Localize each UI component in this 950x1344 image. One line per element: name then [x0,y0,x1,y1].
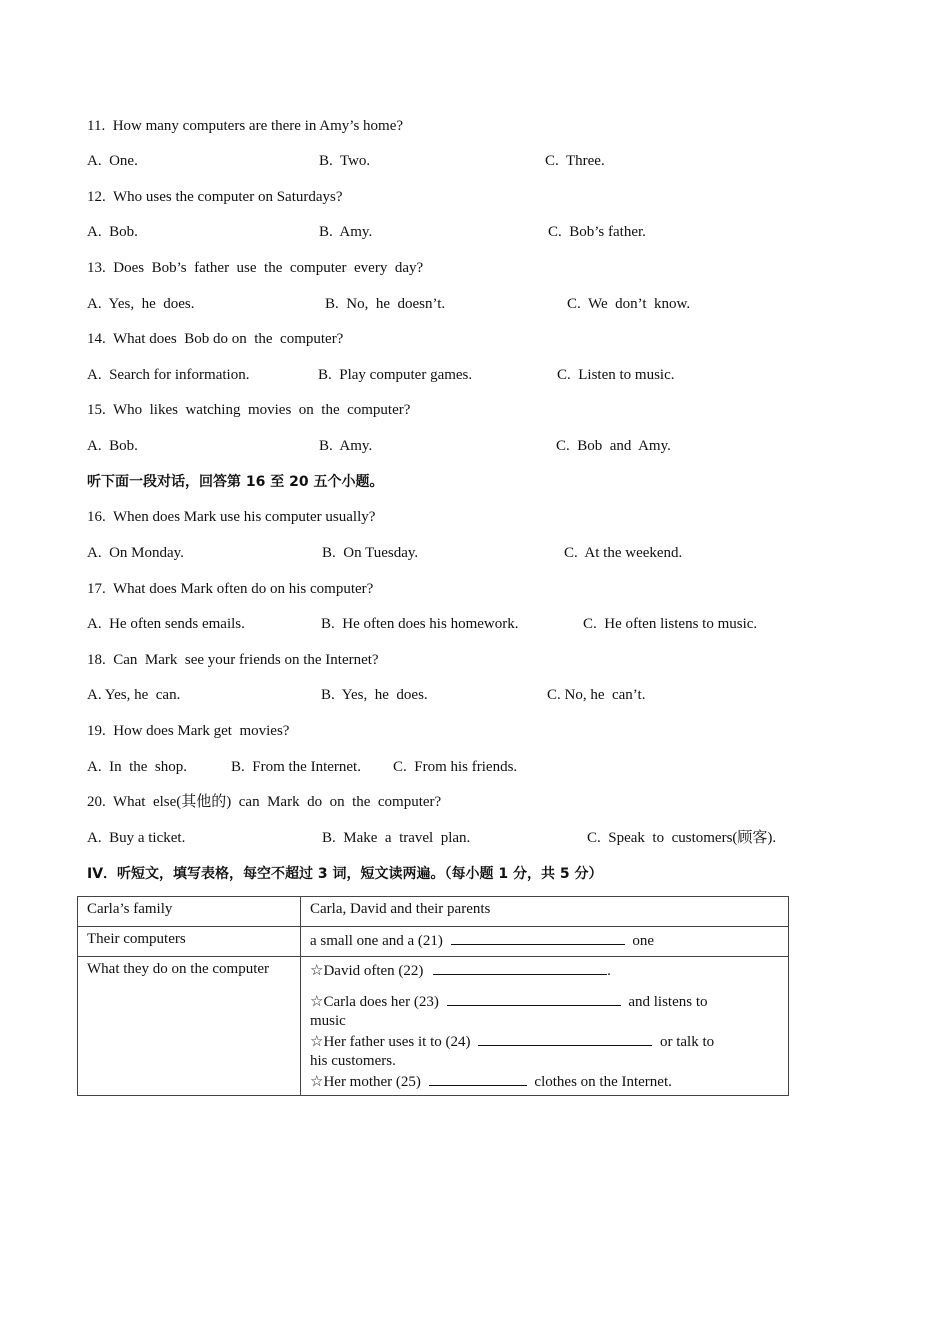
q17-option-b: B. He often does his homework. [321,616,519,632]
question-20: 20. What else(其他的) can Mark do on the computer? [87,794,442,810]
father-text-end: or talk to [659,1034,715,1050]
activity-line-mother [310,1071,780,1092]
section-iv-heading: IV．听短文，填写表格，每空不超过 3 词，短文读两遍。（每小题 1 分，共 5 分） [87,866,603,882]
q14-option-a: A. Search for information. [87,367,250,383]
section-heading-16-20: 听下面一段对话，回答第 16 至 20 五个小题。 [87,474,384,490]
carla-text-cont: music [310,1013,346,1029]
computers-text-before: a small one and a (21) [310,933,443,949]
computers-text-after: one [632,933,655,949]
q15-option-b: B. Amy. [319,438,373,454]
blank-21[interactable] [451,930,625,945]
q18-option-b: B. Yes, he does. [321,687,428,703]
q18-option-c: C. No, he can’t. [547,687,646,703]
q13-option-b: B. No, he doesn’t. [325,296,446,312]
row-value-activities [301,957,789,1096]
q16-option-b: B. On Tuesday. [322,545,419,561]
father-text: ☆Her father uses it to (24) [310,1034,471,1050]
question-16: 16. When does Mark use his computer usually? [87,509,376,525]
q17-option-a: A. He often sends emails. [87,616,245,632]
q11-option-c: C. Three. [545,153,605,169]
activity-line-carla [310,991,780,1012]
q12-option-a: A. Bob. [87,224,138,240]
question-18: 18. Can Mark see your friends on the Internet? [87,652,379,668]
row-value-computers [301,927,789,957]
q11-option-a: A. One. [87,153,138,169]
q18-option-a: A. Yes, he can. [87,687,181,703]
question-15: 15. Who likes watching movies on the computer? [87,402,411,418]
q20-option-a: A. Buy a ticket. [87,830,186,846]
father-text-cont: his customers. [310,1053,396,1069]
q15-option-c: C. Bob and Amy. [556,438,671,454]
spacer [310,981,780,991]
blank-23[interactable] [447,991,621,1006]
activity-line-father [310,1031,780,1052]
q15-option-a: A. Bob. [87,438,138,454]
q13-option-a: A. Yes, he does. [87,296,195,312]
question-17: 17. What does Mark often do on his computer? [87,581,374,597]
blank-25[interactable] [429,1071,527,1086]
row-value-family: Carla, David and their parents [301,897,789,927]
q19-option-b: B. From the Internet. [231,759,361,775]
david-text: ☆David often (22) [310,963,424,979]
q14-option-c: C. Listen to music. [557,367,675,383]
row-label-computers: Their computers [78,927,301,957]
q16-option-c: C. At the weekend. [564,545,683,561]
question-13: 13. Does Bob’s father use the computer every day? [87,260,424,276]
table-row [78,957,789,1096]
carla-text: ☆Carla does her (23) [310,994,439,1010]
q19-option-a: A. In the shop. [87,759,187,775]
blank-24[interactable] [478,1031,652,1046]
question-19: 19. How does Mark get movies? [87,723,290,739]
row-label-activities: What they do on the computer [78,957,301,1096]
fill-in-table [77,896,789,1096]
blank-22[interactable] [433,960,607,975]
row-label-family: Carla’s family [78,897,301,927]
david-text-end: . [607,963,611,979]
q20-option-c: C. Speak to customers(顾客). [587,830,777,846]
q14-option-b: B. Play computer games. [318,367,473,383]
question-12: 12. Who uses the computer on Saturdays? [87,189,343,205]
question-14: 14. What does Bob do on the computer? [87,331,344,347]
q13-option-c: C. We don’t know. [567,296,691,312]
q20-option-b: B. Make a travel plan. [322,830,471,846]
mother-text-end: clothes on the Internet. [534,1074,672,1090]
activity-line-david [310,960,780,981]
q17-option-c: C. He often listens to music. [583,616,758,632]
table-row [78,897,789,927]
question-11: 11. How many computers are there in Amy’s home? [87,118,404,134]
mother-text: ☆Her mother (25) [310,1074,421,1090]
q12-option-b: B. Amy. [319,224,373,240]
q12-option-c: C. Bob’s father. [548,224,646,240]
q16-option-a: A. On Monday. [87,545,184,561]
table-row [78,927,789,957]
carla-text-end: and listens to [628,994,708,1010]
q11-option-b: B. Two. [319,153,371,169]
q19-option-c: C. From his friends. [393,759,518,775]
